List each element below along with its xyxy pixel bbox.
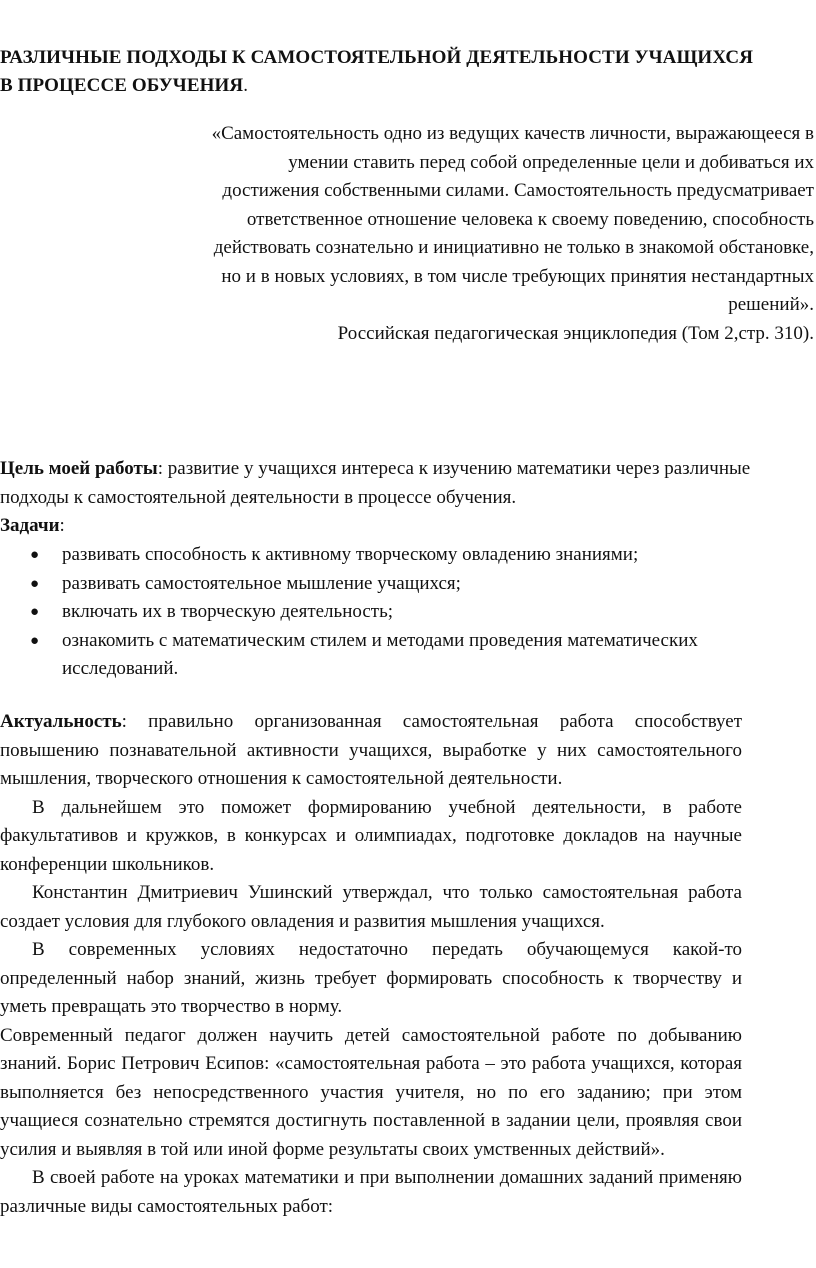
relevance-paragraph [0, 708, 742, 794]
task-item [0, 570, 760, 599]
epigraph-quote: «Самостоятельность одно из ведущих качеств личности, выражающееся в умении ставить перед собой определенные цели и добиваться их достижения собственными силами. Самостоятельность предусматривает ответственное отношение человека к своему поведению, способность действовать сознательно и инициативно не только в знакомой обстановке, но и в новых условиях, в том числе требующих принятия нестандартных решений». [211, 123, 814, 315]
title-text: РАЗЛИЧНЫЕ ПОДХОДЫ К САМОСТОЯТЕЛЬНОЙ ДЕЯТЕЛЬНОСТИ УЧАЩИХСЯ В ПРОЦЕССЕ ОБУЧЕНИЯ [0, 47, 754, 96]
relevance-text: : правильно организованная самостоятельная работа способствует повышению познавательной активности учащихся, выработке у них самостоятельного мышления, творческого отношения к самостоятельной деятельности. [0, 711, 742, 789]
body-text [0, 708, 742, 1221]
bullet-icon: ● [30, 547, 40, 563]
task-text: включать их в творческую деятельность; [62, 601, 394, 622]
goal-label: Цель моей работы [0, 458, 158, 479]
task-item [0, 598, 760, 627]
bullet-icon: ● [30, 604, 40, 620]
tasks-heading [0, 512, 65, 541]
title-period: . [243, 75, 249, 96]
tasks-list [0, 541, 760, 684]
task-item [0, 627, 760, 684]
goal-text: : развитие у учащихся интереса к изучению математики через различные подходы к самостоятельной деятельности в процессе обучения. [0, 458, 751, 508]
tasks-colon: : [59, 515, 65, 536]
epigraph-source: Российская педагогическая энциклопедия (Том 2,стр. 310). [337, 322, 814, 344]
bullet-icon: ● [30, 575, 40, 592]
relevance-label: Актуальность [0, 711, 122, 732]
task-text: развивать способность к активному творческому овладению знаниями; [62, 544, 639, 565]
body-paragraph: Современный педагог должен научить детей самостоятельной работе по добыванию знаний. Борис Петрович Есипов: «самостоятельная работа – это работа учащихся, которая выполняется без непосредственного участия учителя, но по его заданию; при этом учащиеся сознательно стремятся достигнуть поставленной в задании цели, проявляя свои усилия и выявляя в той или иной форме результаты своих умственных действий». [0, 1024, 742, 1160]
body-paragraph: В дальнейшем это поможет формированию учебной деятельности, в работе факультативов и кружков, в конкурсах и олимпиадах, подготовке докладов на научные конференции школьников. [0, 796, 742, 875]
epigraph [194, 120, 814, 348]
task-item [0, 541, 760, 570]
task-text: ознакомить с математическим стилем и методами проведения математических исследований. [62, 629, 698, 679]
goal-paragraph [0, 455, 760, 512]
task-text: развивать самостоятельное мышление учащихся; [62, 572, 461, 594]
body-paragraph: Константин Дмитриевич Ушинский утверждал, что только самостоятельная работа создает условия для глубокого овладения и развития мышления учащихся. [0, 882, 742, 932]
body-paragraph: В своей работе на уроках математики и при выполнении домашних заданий применяю различные виды самостоятельных работ: [0, 1167, 742, 1217]
bullet-icon: ● [30, 632, 40, 649]
body-paragraph: В современных условиях недостаточно передать обучающемуся какой-то определенный набор знаний, жизнь требует формировать способность к творчеству и уметь превращать это творчество в норму. [0, 939, 742, 1017]
document-title [0, 44, 760, 100]
tasks-label: Задачи [0, 515, 60, 536]
